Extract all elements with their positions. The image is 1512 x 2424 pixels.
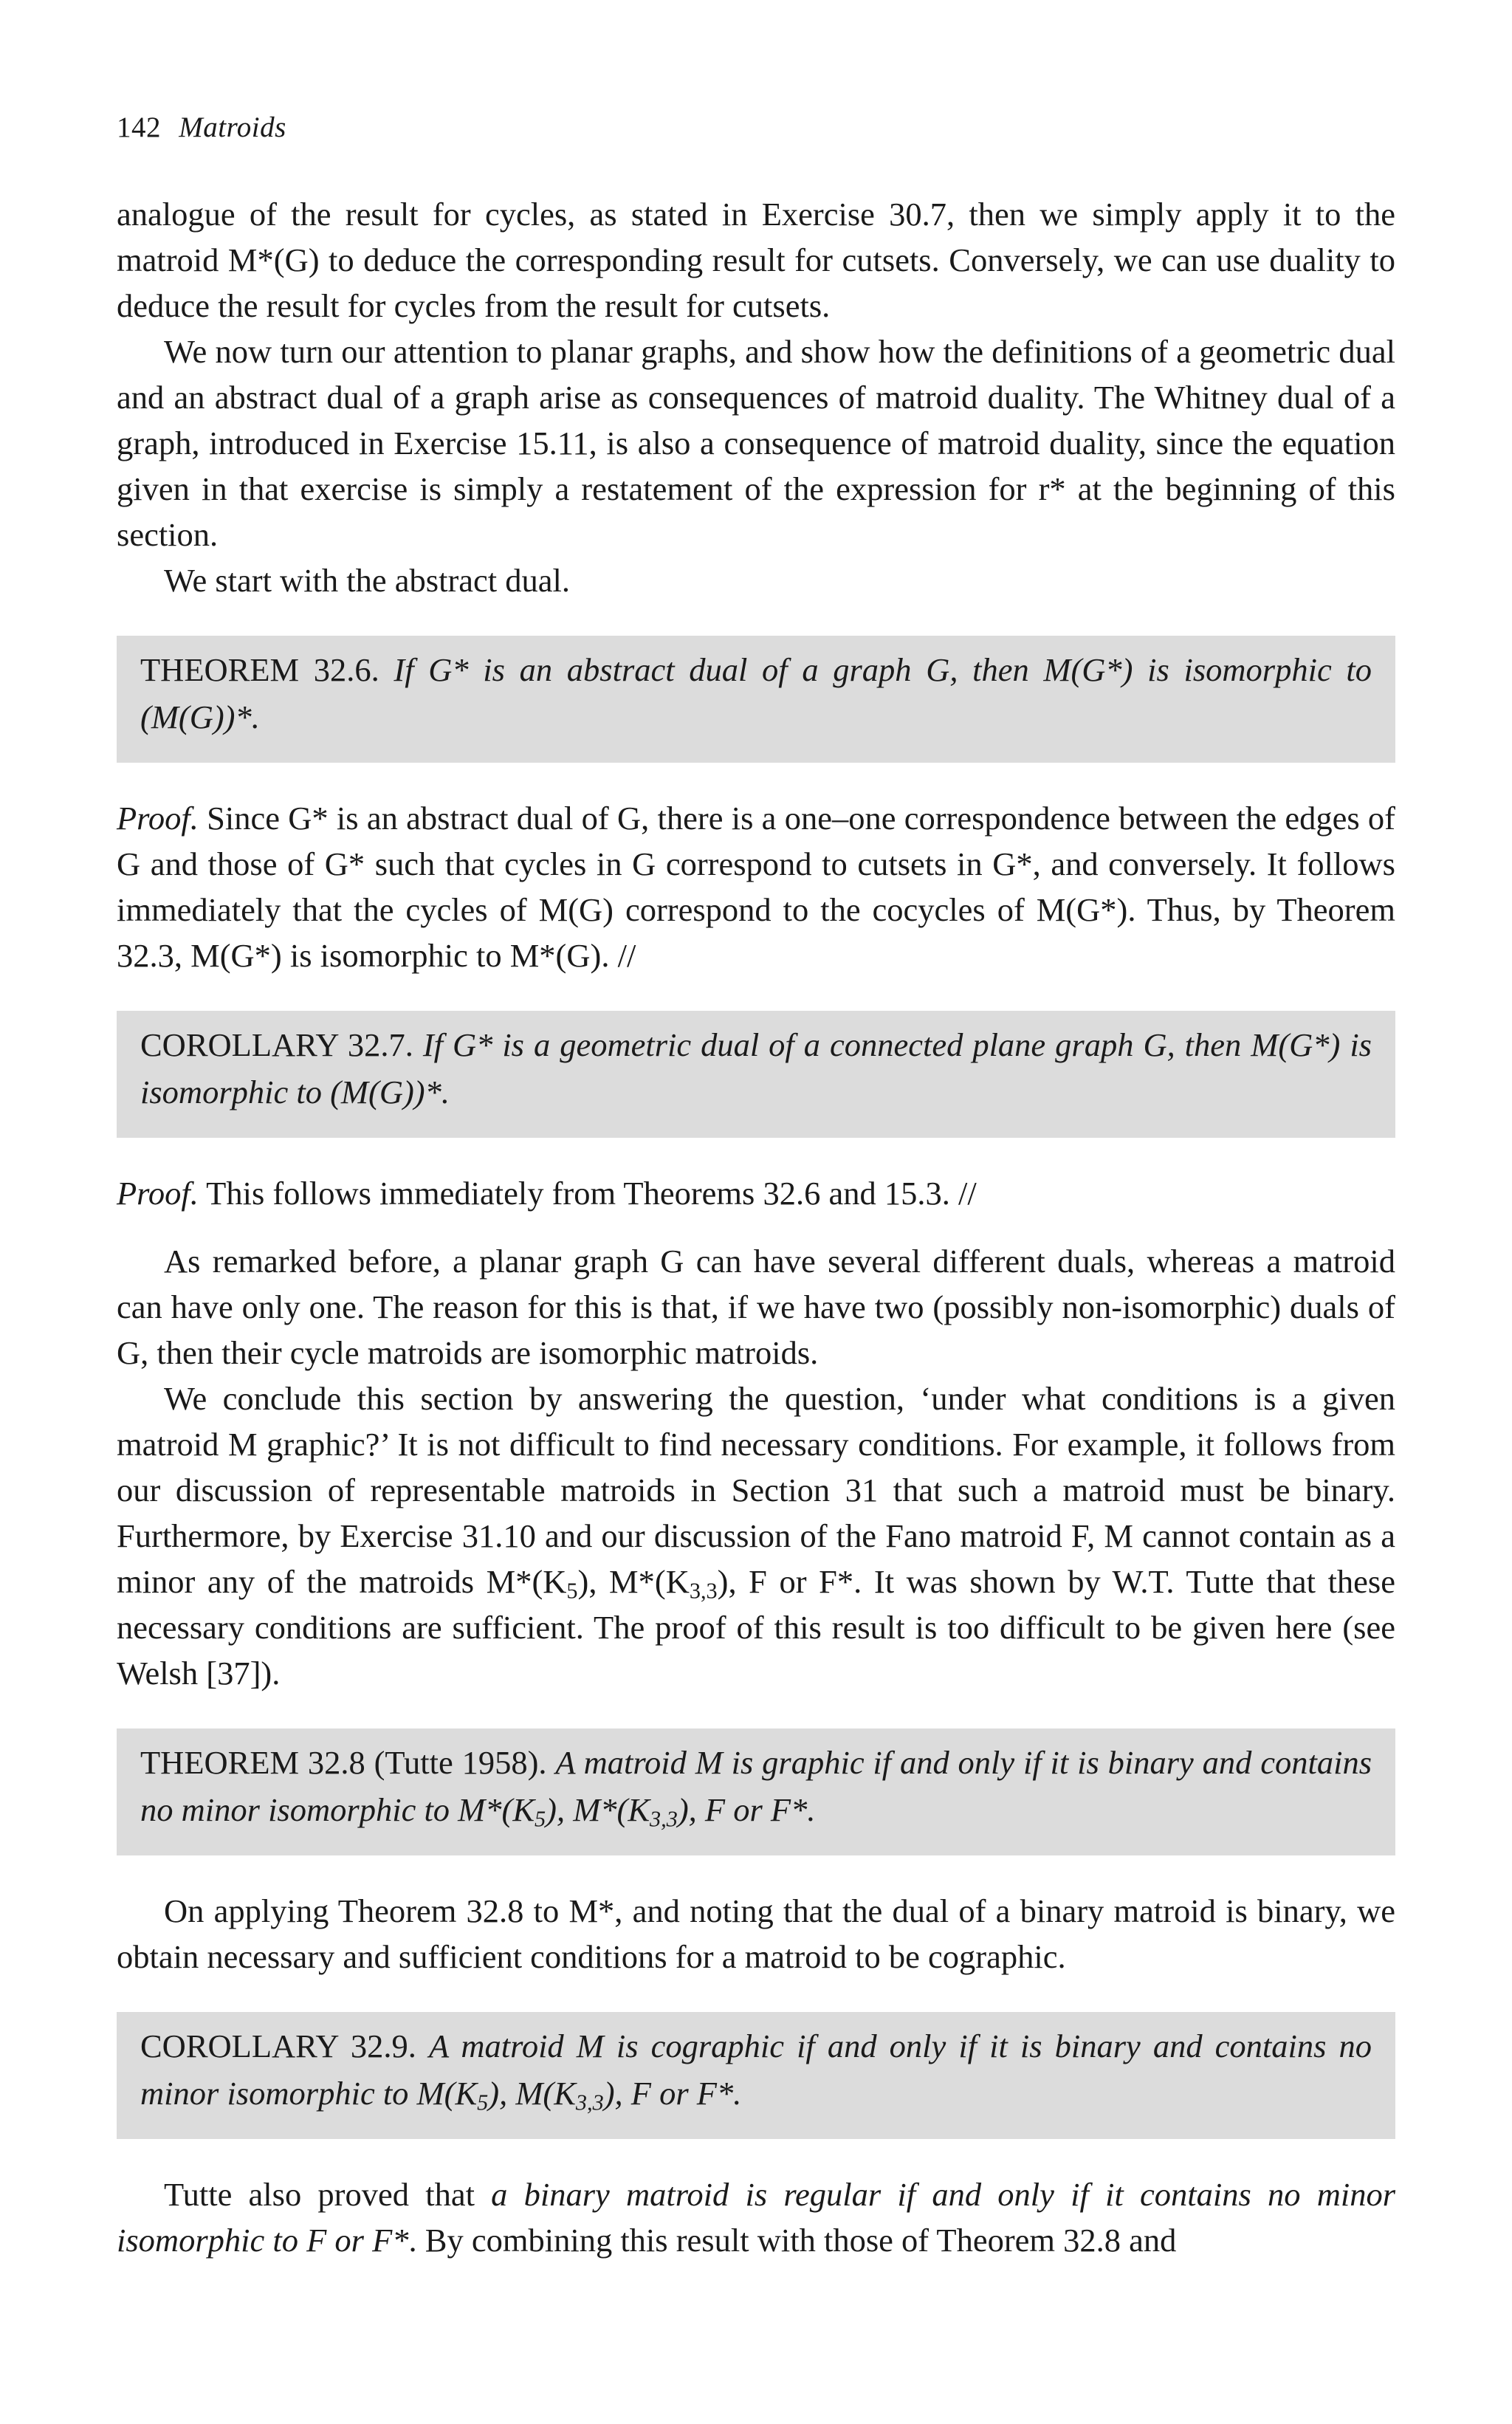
page-number: 142 <box>117 111 161 143</box>
paragraph-5 <box>117 1376 1395 1696</box>
subscript: 3,3 <box>689 1578 718 1604</box>
theorem-32-8 <box>140 1739 1372 1833</box>
text-run: A matroid M is cographic if and only if it is binary and contains no minor isomorphic to M(K <box>140 2028 1372 2112</box>
corollary-32-7-box <box>117 1011 1395 1138</box>
paragraph-3: We start with the abstract dual. <box>164 562 571 599</box>
paragraph-6: On applying Theorem 32.8 to M*, and noting that the dual of a binary matroid is binary, we obtain necessary and sufficient conditions for a matroid to be cographic. <box>117 1892 1395 1975</box>
text-run: ), M(K <box>488 2075 576 2112</box>
page <box>117 111 1395 2263</box>
proof-text: Since G* is an abstract dual of G, there is a one–one correspondence between the edges of G and those of G* such that cycles in G correspond to cutsets in G*, and conversely. It follows immediately that the cycles of M(G) correspond to the cocycles of M(G*). Thus, by Theorem 32.3, M(G*) is isomorphic to M*(G). // <box>117 800 1396 974</box>
spacer <box>117 1216 1395 1238</box>
corollary-statement: If G* is a geometric dual of a connected plane graph G, then M(G*) is isomorphic to (M(G))*. <box>140 1026 1372 1110</box>
subscript: 5 <box>477 2090 489 2115</box>
text-run: ), F or F*. It was shown by W.T. Tutte that these necessary conditions are sufficient. The proof of this result is too difficult to be given here (see Welsh [37]). <box>117 1563 1395 1692</box>
section-title: Matroids <box>179 111 286 143</box>
subscript: 5 <box>566 1578 578 1604</box>
text-run: ), F or F*. <box>603 2075 742 2112</box>
theorem-label: THEOREM 32.8 (Tutte 1958). <box>140 1744 547 1781</box>
proof-label: Proof. <box>117 800 199 837</box>
corollary-label: COROLLARY 32.7. <box>140 1026 413 1063</box>
proof-label: Proof. <box>117 1175 199 1212</box>
theorem-32-6-box <box>117 636 1395 763</box>
proof-2 <box>117 1170 1395 1216</box>
proof-1 <box>117 795 1395 978</box>
paragraph-2: We now turn our attention to planar graphs, and show how the definitions of a geometric dual and an abstract dual of a graph arise as consequences of matroid duality. The Whitney dual of a graph, introduced in Exercise 15.11, is also a consequence of matroid duality, since the equation given in that exercise is simply a restatement of the expression for r* at the beginning of this section. <box>117 333 1395 553</box>
corollary-label: COROLLARY 32.9. <box>140 2028 416 2064</box>
theorem-32-6 <box>140 646 1372 741</box>
paragraph-4: As remarked before, a planar graph G can have several different duals, whereas a matroid can have only one. The reason for this is that, if we have two (possibly non-isomorphic) duals of G, then their cycle matroids are isomorphic matroids. <box>117 1243 1395 1371</box>
text-run: ), M*(K <box>577 1563 690 1600</box>
text-run: ), M*(K <box>546 1791 650 1828</box>
subscript: 3,3 <box>650 1806 678 1832</box>
corollary-32-9 <box>140 2022 1372 2117</box>
text-run: . By combining this result with those of Theorem 32.8 and <box>408 2222 1177 2259</box>
theorem-label: THEOREM 32.6. <box>140 651 379 688</box>
theorem-statement: If G* is an abstract dual of a graph G, then M(G*) is isomorphic to (M(G))*. <box>140 651 1372 735</box>
text-run: ), F or F*. <box>677 1791 816 1828</box>
text-run: We conclude this section by answering the question, ‘under what conditions is a given matroid M graphic?’ It is not difficult to find necessary conditions. For example, it follows from our discussion of representable matroids in Section 31 that such a matroid must be binary. Furthermore, by Exercise 31.10 and our discussion of the Fano matroid F, M cannot contain as a minor any of the matroids M*(K <box>117 1380 1395 1600</box>
corollary-32-7 <box>140 1021 1372 1116</box>
subscript: 3,3 <box>575 2090 604 2115</box>
theorem-32-8-box <box>117 1728 1395 1855</box>
text-run: Tutte also proved that <box>164 2176 492 2213</box>
text-run: A matroid M is graphic if and only if it is binary and contains no minor isomorphic to M*(K <box>140 1744 1372 1828</box>
emphasis: a binary matroid is regular if and only if it contains no minor isomorphic to F or F* <box>117 2176 1396 2259</box>
subscript: 5 <box>535 1806 546 1832</box>
running-head <box>117 111 1395 144</box>
corollary-32-9-box <box>117 2012 1395 2139</box>
paragraph-1: analogue of the result for cycles, as stated in Exercise 30.7, then we simply apply it to the matroid M*(G) to deduce the corresponding result for cutsets. Conversely, we can use duality to deduce the result for cycles from the result for cutsets. <box>117 196 1395 324</box>
proof-text: This follows immediately from Theorems 32.6 and 15.3. // <box>206 1175 977 1212</box>
paragraph-7 <box>117 2171 1395 2263</box>
